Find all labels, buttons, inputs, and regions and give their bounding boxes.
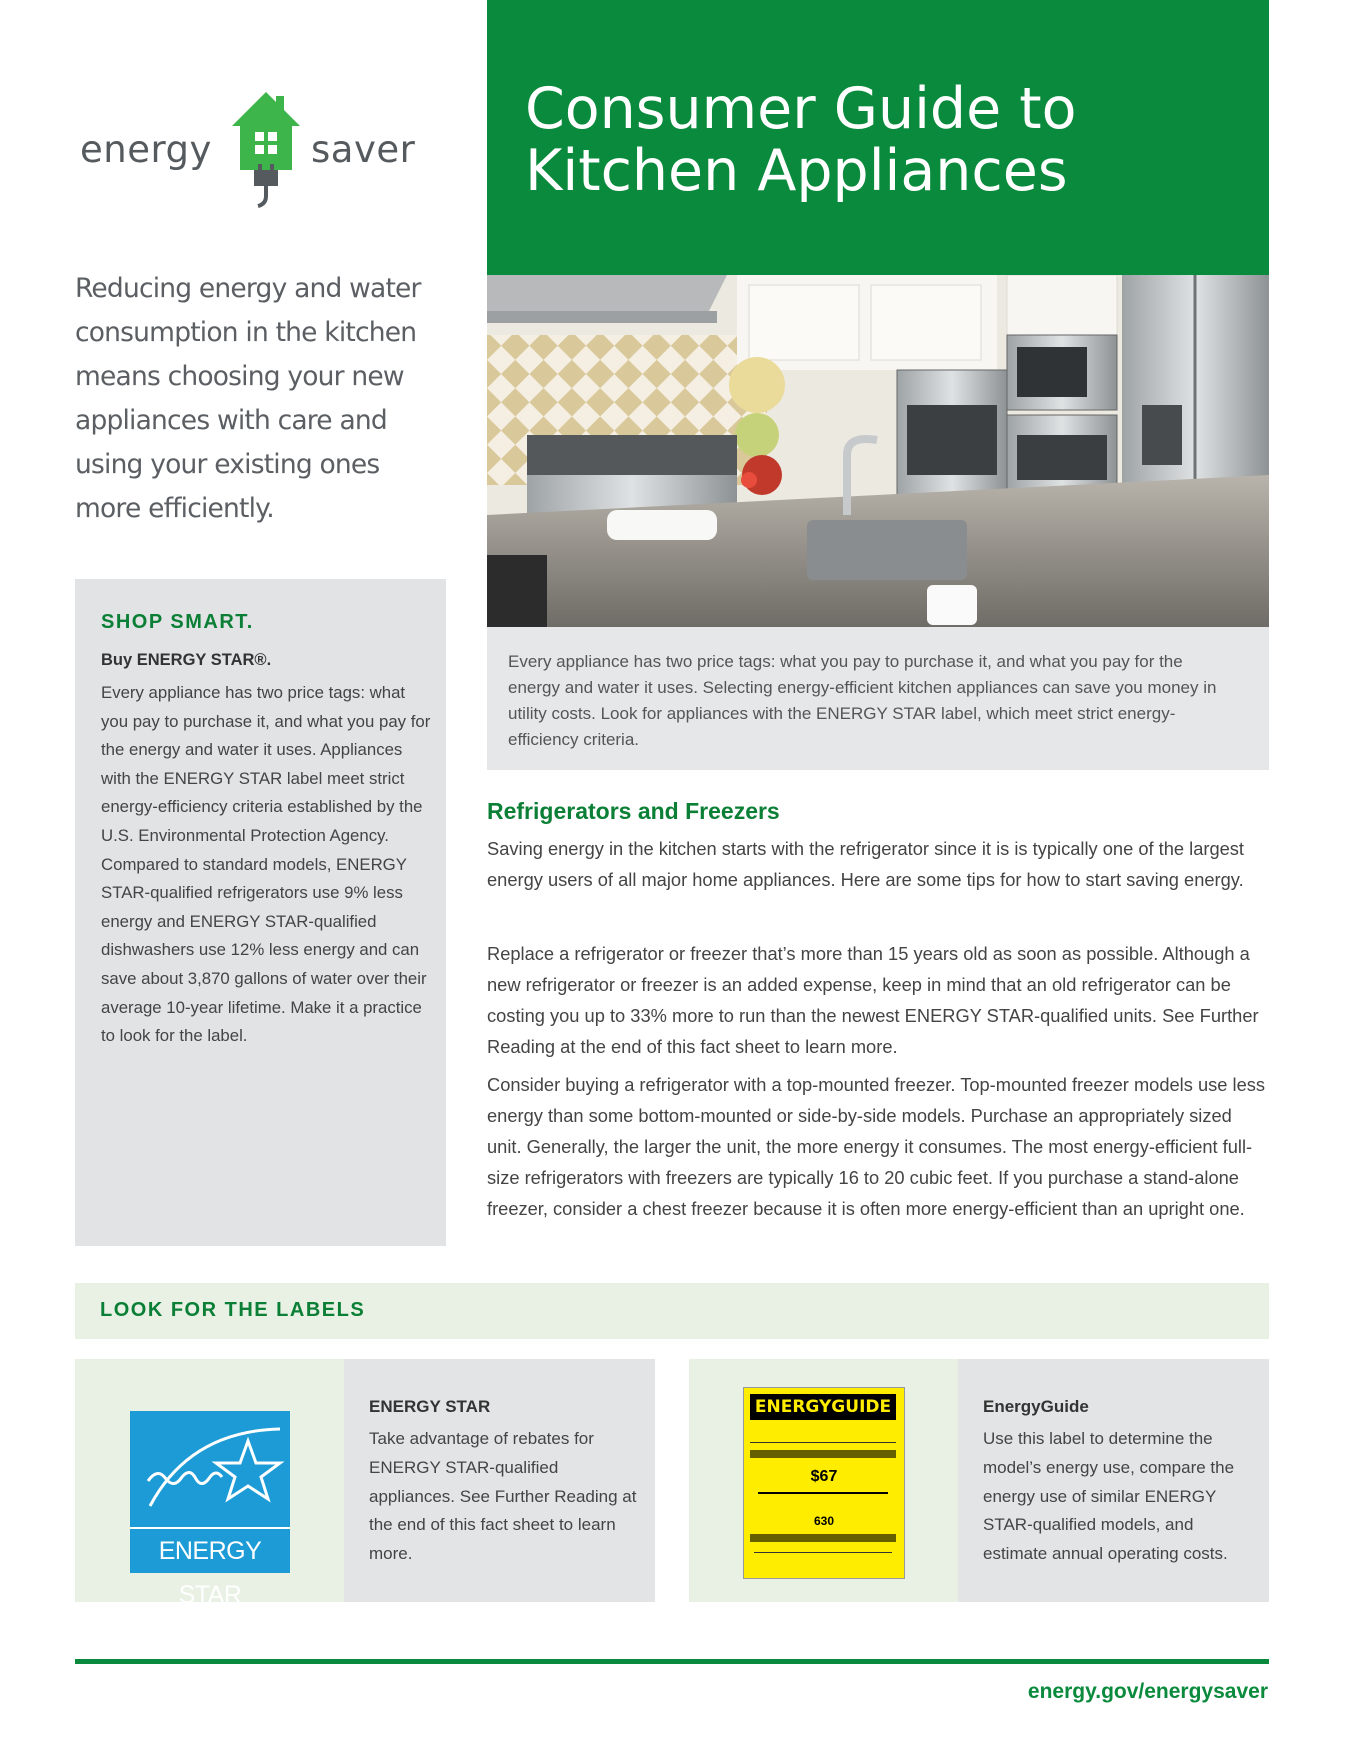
refrigerators-paragraph: Saving energy in the kitchen starts with the refrigerator since it is is typically one of the largest energy users of all major home appliances. Here are some tips for how to start saving energy. <box>487 838 1245 890</box>
energyguide-label-title: ENERGYGUIDE <box>750 1394 896 1420</box>
energy-star-card-body: Take advantage of rebates for ENERGY STAR-qualified appliances. See Further Reading at the end of this fact sheet to learn more. <box>369 1429 637 1564</box>
kitchen-photo <box>487 275 1269 627</box>
energyguide-label-kwh: 630 <box>813 1514 835 1528</box>
energy-star-script-icon <box>130 1411 290 1529</box>
logo-word-saver: saver <box>311 128 416 171</box>
energyguide-label-fineprint <box>754 1552 892 1571</box>
energy-star-logo-word: ENERGY STAR <box>130 1527 290 1573</box>
energy-star-card <box>75 1359 655 1609</box>
photo-caption-box <box>487 627 1269 770</box>
labels-heading: LOOK FOR THE LABELS <box>100 1299 366 1321</box>
labels-band <box>75 1283 1269 1339</box>
photo-caption: Every appliance has two price tags: what you pay to purchase it, and what you pay for the energy and water it uses. Selecting energy-efficient kitchen appliances can save you money in utility costs. Look for appliances with the ENERGY STAR label, which meet strict energy-efficiency criteria. <box>508 652 1217 749</box>
energyguide-label-header-lines <box>750 1424 896 1443</box>
energyguide-label-cost: $67 <box>810 1468 838 1485</box>
refrigerators-paragraph: Consider buying a refrigerator with a top-mounted freezer. Top-mounted freezer models use less energy than some bottom-mounted or side-by-side models. Purchase an appropriately sized unit. Generally, the larger the unit, the more energy it consumes. The most energy-efficient full-size refrigerators with freezers are typically 16 to 20 cubic feet. If you purchase a stand-alone freezer, consider a chest freezer because it is often more energy-efficient than an upright one. <box>487 1074 1266 1219</box>
sidebar-body: Every appliance has two price tags: what you pay to purchase it, and what you pay for the energy and water it uses. Appliances with the ENERGY STAR label meet strict energy-efficiency criteria established by the U.S. Environmental Protection Agency. Compared to standard models, ENERGY STAR-qualified refrigerators use 9% less energy and ENERGY STAR-qualified dishwashers use 12% less energy and can save about 3,870 gallons of water over their average 10-year lifetime. Make it a practice to look for the label. <box>101 683 431 1046</box>
energy-star-image-area <box>75 1359 344 1609</box>
energyguide-card <box>689 1359 1269 1602</box>
intro-text: Reducing energy and water consumption in the kitchen means choosing your new appliances with care and using your existing ones more efficiently. <box>75 273 421 524</box>
energyguide-label-cost-bar <box>750 1450 896 1458</box>
sidebar-subheading: Buy ENERGY STAR®. <box>101 651 272 669</box>
energyguide-label-scale <box>758 1492 888 1494</box>
energy-star-logo <box>130 1411 290 1609</box>
energy-saver-logo <box>80 88 420 218</box>
energyguide-label-image <box>743 1387 905 1579</box>
refrigerators-paragraph: Replace a refrigerator or freezer that’s more than 15 years old as soon as possible. Although a new refrigerator or freezer is an added expense, keep in mind that an old refrigerator can be costing you up to 33% more to run than the newest ENERGY STAR-qualified units. See Further Reading at the end of this fact sheet to learn more. <box>487 943 1259 1057</box>
shop-smart-sidebar <box>75 579 446 1246</box>
energy-star-card-title: ENERGY STAR <box>369 1397 491 1416</box>
energyguide-image-area <box>689 1359 958 1602</box>
refrigerators-heading: Refrigerators and Freezers <box>487 798 780 824</box>
sidebar-heading: SHOP SMART. <box>101 611 254 633</box>
energyguide-card-body: Use this label to determine the model’s energy use, compare the energy use of similar ENERGY STAR-qualified models, and estimate annual operating costs. <box>983 1429 1235 1564</box>
header-band <box>487 0 1269 275</box>
footer-rule <box>75 1659 1269 1664</box>
footer-link[interactable]: energy.gov/energysaver <box>1027 1680 1268 1703</box>
house-plug-icon <box>228 88 304 212</box>
energyguide-card-title: EnergyGuide <box>983 1397 1089 1416</box>
page-title: Consumer Guide to Kitchen Appliances <box>525 76 1077 204</box>
logo-word-energy: energy <box>80 128 212 171</box>
energyguide-label-kwh-bar <box>750 1534 896 1542</box>
